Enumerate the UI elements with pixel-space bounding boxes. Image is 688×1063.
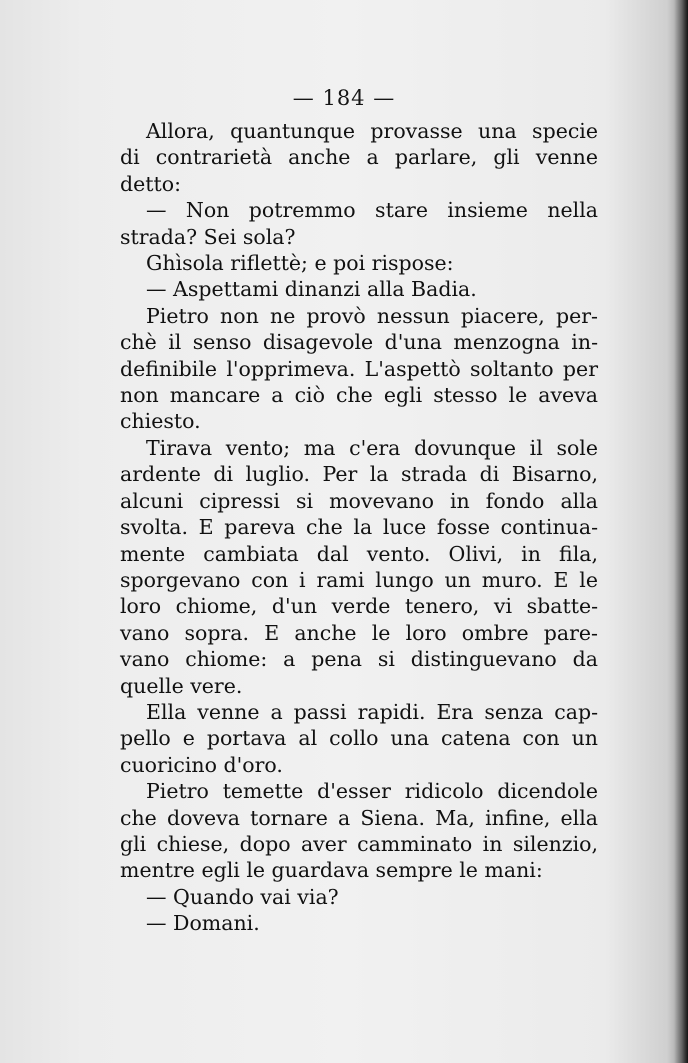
text-line: strada? Sei sola?: [120, 224, 296, 249]
paragraph: [120, 250, 598, 276]
text-line: Pietro temette d'esser ridicolo dicendole: [146, 779, 598, 804]
text-line: loro chiome, d'un verde tenero, vi sbatte-: [120, 594, 598, 619]
text-line: ardente di luglio. Per la strada di Bisarno,: [120, 462, 598, 487]
text-line: Pietro non ne provò nessun piacere, per-: [146, 303, 598, 328]
text-line: mentre egli le guardava sempre le mani:: [120, 858, 543, 883]
text-line: non mancare a ciò che egli stesso le aveva: [120, 383, 598, 408]
text-line: — Domani.: [146, 911, 260, 936]
paragraph: [120, 884, 598, 910]
paragraph: [120, 910, 598, 936]
text-line: Tirava vento; ma c'era dovunque il sole: [146, 435, 598, 460]
text-line: vano chiome: a pena si distinguevano da: [120, 647, 598, 672]
paragraph: [120, 778, 598, 884]
text-line: gli chiese, dopo aver camminato in silenzio,: [120, 831, 598, 856]
paragraph: [120, 699, 598, 778]
text-line: chè il senso disagevole d'una menzogna in-: [120, 330, 598, 355]
text-line: — Non potremmo stare insieme nella: [146, 198, 598, 223]
text-line: quelle vere.: [120, 673, 243, 698]
paragraph: [120, 435, 598, 699]
text-body: [120, 118, 598, 937]
page-number: — 184 —: [292, 86, 396, 110]
paragraph: [120, 118, 598, 197]
text-line: mente cambiata dal vento. Olivi, in fila,: [120, 541, 598, 566]
paragraph: [120, 197, 598, 250]
text-line: vano sopra. E anche le loro ombre pare-: [120, 620, 598, 645]
text-line: Ella venne a passi rapidi. Era senza cap-: [146, 699, 598, 724]
paragraph: [120, 303, 598, 435]
text-line: alcuni cipressi si movevano in fondo alla: [120, 488, 598, 513]
text-line: — Quando vai via?: [146, 884, 339, 909]
page-edge-shadow: [674, 0, 688, 1063]
text-line: Ghìsola riflettè; e poi rispose:: [146, 251, 454, 276]
text-line: di contrarietà anche a parlare, gli venne: [120, 145, 598, 170]
text-line: — Aspettami dinanzi alla Badia.: [146, 277, 477, 302]
text-line: pello e portava al collo una catena con un: [120, 726, 598, 751]
text-line: sporgevano con i rami lungo un muro. E le: [120, 567, 598, 592]
text-line: detto:: [120, 171, 181, 196]
text-line: chiesto.: [120, 409, 201, 434]
paragraph: [120, 276, 598, 302]
text-line: Allora, quantunque provasse una specie: [146, 119, 598, 143]
text-line: svolta. E pareva che la luce fosse continua-: [120, 515, 598, 540]
text-line: definibile l'opprimeva. L'aspettò soltanto per: [120, 356, 598, 381]
text-line: che doveva tornare a Siena. Ma, infine, ella: [120, 805, 598, 830]
text-line: cuoricino d'oro.: [120, 752, 283, 777]
